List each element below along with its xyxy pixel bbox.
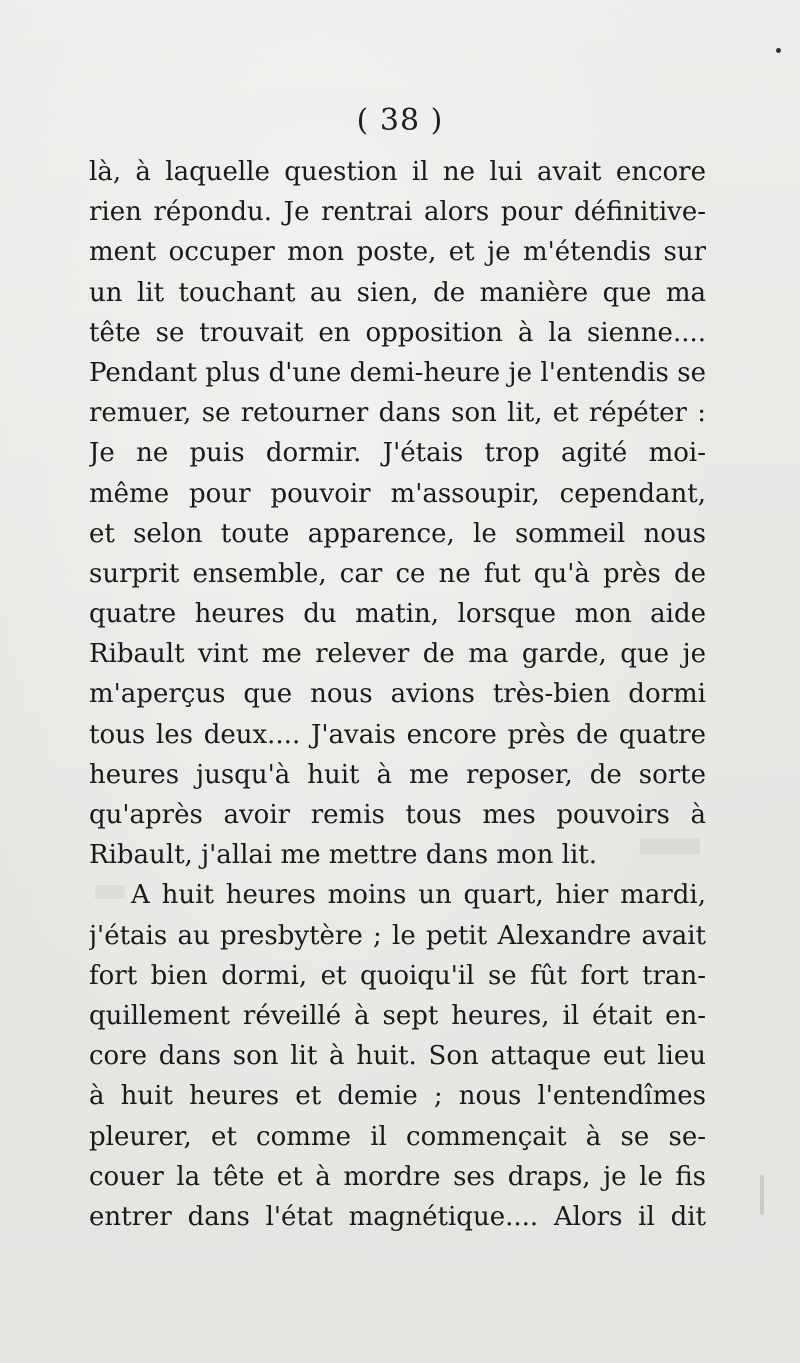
paragraph-2 bbox=[89, 875, 706, 1237]
text-line: fort bien dormi, et quoiqu'il se fût fort tran- bbox=[89, 960, 706, 991]
show-through-mark bbox=[640, 838, 700, 854]
text-line: m'aperçus que nous avions très-bien dormi bbox=[89, 679, 706, 710]
text-line: couer la tête et à mordre ses draps, je le fis bbox=[89, 1161, 706, 1192]
text-line: Pendant plus d'une demi-heure je l'entendis se bbox=[89, 357, 706, 388]
text-line: tous les deux.... J'avais encore près de quatre bbox=[89, 719, 706, 750]
text-line: quillement réveillé à sept heures, il était en- bbox=[89, 1000, 706, 1031]
text-line: entrer dans l'état magnétique.... Alors il dit bbox=[89, 1201, 706, 1232]
text-line: Je ne puis dormir. J'étais trop agité moi- bbox=[89, 438, 706, 469]
text-line: Ribault, j'allai me mettre dans mon lit. bbox=[89, 840, 597, 871]
text-line: tête se trouvait en opposition à la sienne.... bbox=[89, 317, 706, 348]
text-line: qu'après avoir remis tous mes pouvoirs à bbox=[89, 800, 706, 830]
text-line: pleurer, et comme il commençait à se se- bbox=[89, 1121, 706, 1152]
show-through-mark bbox=[95, 885, 125, 899]
page-number: ( 38 ) bbox=[356, 103, 444, 138]
text-line: rien répondu. Je rentrai alors pour définitive- bbox=[89, 197, 706, 228]
text-line: à huit heures et demie ; nous l'entendîmes bbox=[89, 1081, 706, 1112]
text-line: heures jusqu'à huit à me reposer, de sorte bbox=[89, 759, 706, 790]
text-line: ment occuper mon poste, et je m'étendis sur bbox=[89, 237, 706, 268]
ink-speck bbox=[776, 48, 781, 53]
text-line: Ribault vint me relever de ma garde, que je bbox=[89, 639, 706, 670]
body-text bbox=[89, 152, 706, 1237]
text-line: remuer, se retourner dans son lit, et répéter : bbox=[89, 398, 706, 429]
text-line: et selon toute apparence, le sommeil nous bbox=[89, 518, 706, 549]
text-line: même pour pouvoir m'assoupir, cependant, bbox=[89, 478, 706, 509]
text-line: j'étais au presbytère ; le petit Alexandre avait bbox=[89, 920, 706, 951]
text-line: là, à laquelle question il ne lui avait encore bbox=[89, 157, 706, 187]
text-line: A huit heures moins un quart, hier mardi, bbox=[131, 880, 706, 911]
text-line: un lit touchant au sien, de manière que ma bbox=[89, 277, 706, 308]
ink-speck bbox=[760, 1175, 764, 1215]
text-line: quatre heures du matin, lorsque mon aide bbox=[89, 599, 706, 630]
text-line: surprit ensemble, car ce ne fut qu'à près de bbox=[89, 558, 706, 589]
paragraph-1 bbox=[89, 152, 706, 875]
text-line: core dans son lit à huit. Son attaque eut lieu bbox=[89, 1041, 706, 1072]
